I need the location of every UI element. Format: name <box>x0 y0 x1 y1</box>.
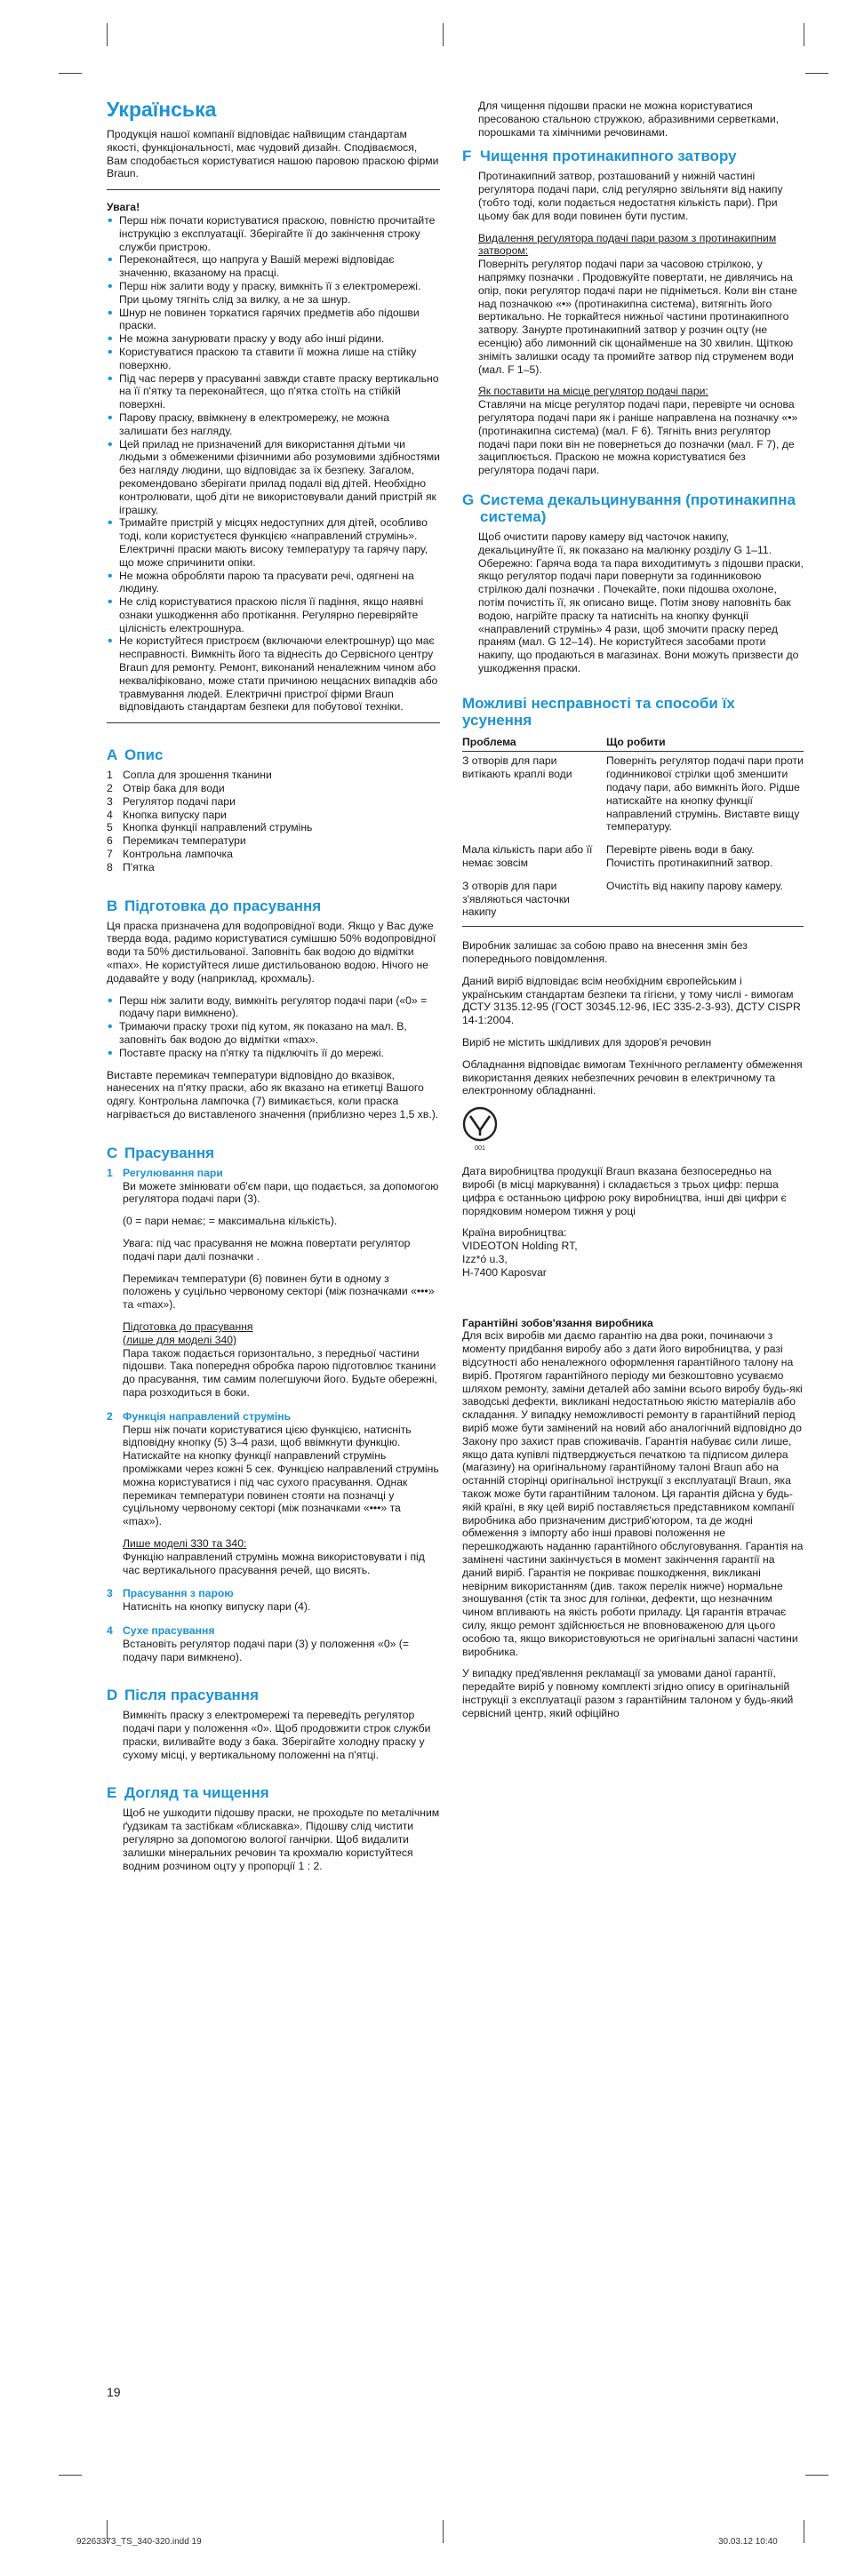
paragraph: Ставлячи на місце регулятор подачі пари, перевірте чи основа регулятора подачі пари як і раніше направлена на позначку «•» (протинакипна система) (мал. F 6). Тягніть вниз регулятор подачі пари поки він не повернеться до позначки (мал. F 7), де зациплюється. Праскою не можна користуватися без регулятора подачі пари. <box>478 398 798 477</box>
paragraph: У випадку пред'явлення рекламації за умовами даної гарантії, передайте виріб у повному комплекті згідно опису в оригінальній інструкції з експлуатації разом з гарантійним талоном у будь-який сервісний центр, який офіційно <box>462 1667 794 1719</box>
section-letter: E <box>107 1784 117 1802</box>
subsection-heading: 2 Функція направлений струмінь <box>107 1409 292 1423</box>
section-body <box>462 170 804 477</box>
divider <box>107 189 440 190</box>
section-a-heading <box>107 746 440 763</box>
list-item: • Тримаючи праску трохи під кутом, як показано на мал. B, заповніть бак водою до відмітки «max». <box>107 1020 440 1047</box>
subsection-body <box>107 1180 440 1400</box>
column-header: Що робити <box>606 736 804 752</box>
section-e-heading <box>107 1784 440 1801</box>
subsection-body <box>107 1600 440 1614</box>
underlined-subheading: Підготовка до прасування <box>123 1320 253 1333</box>
parts-item: 5 Кнопка функції направлений струмінь <box>107 821 313 834</box>
section-title: Опис <box>124 746 164 764</box>
warning-item: • Перш ніж почати користуватися праскою, повністю прочитайте інструкцію з експлуатації. Зберігайте її до закінчення строку служби пристрою. <box>107 214 440 253</box>
table-cell: Мала кількість пари або її немає зовсім <box>462 843 593 870</box>
table-cell: Очистіть від накипу парову камеру. <box>606 877 804 927</box>
section-letter: A <box>107 746 118 764</box>
paragraph: Щоб не ушкодити підошву праски, не проходьте по металічним ґудзикам та застібкам «блискавка». Підошву слід чистити регулярно за допомогою вологої ганчірки. Щоб видалити залишки мінеральних речовин та крохмалю користуйтеся водним розчином оцту у пропорції 1 : 2. <box>123 1806 440 1872</box>
paragraph: Даний виріб відповідає всім необхідним європейським і українським стандартам безпеки та гігієни, у тому числі - вимогам ДСТУ 3135.12-95 (ГОСТ 30345.12-96, IEC 335-2-3-93), ДСТУ CISPR 14-1:2004. <box>462 974 801 1027</box>
parts-list <box>107 769 440 873</box>
paragraph: Для всіх виробів ми даємо гарантію на два роки, починаючи з моменту придбання виробу або з дати його виробництва, у разі відсутності або неналежного оформлення гарантійного талону на виріб. Протягом гарантійного періоду ми безкоштовно усуваємо шляхом ремонту, заміни деталей або заміни всього виробу будь-які заводські дефекти, викликані недостатньою якістю матеріалів або складання. У випадку неможливості ремонту в гарантійний період виріб може бути замінений на новий або аналогічний відповідно до Закону про захист прав споживачів. Гарантія набуває сили лише, якщо дата купівлі підтверджується печаткою та підписом дилера (магазину) на оригінальному гарантійному талоні Braun або на останній сторінці оригінальної інструкції з експлуатації Braun, яка також може бути гарантійним талоном. Ця гарантія дійсна у будь-якій країні, в яку цей виріб поставляється представником компанії виробника або призначеним дистриб'ютором, та де жодні обмеження з імпорту або інші правові положення не перешкоджають наданню гарантійного обслуговування. Гарантія на замінені частини закінчується в момент закінчення гарантії на даний виріб. Гарантія не покриває пошкодження, викликані невірним використанням (див. також перелік нижче) нормальне зношування (стік та знос для голінки, дефекти, що незначним чином впливають на якість роботи приладу. Ця гарантія втрачає силу, якщо ремонт здійснюється не вповноваженою для цього особою та, якщо використовуються не оригінальні запасні частини виробника. <box>462 1329 804 1658</box>
left-column <box>107 96 440 1881</box>
table-cell: Поверніть регулятор подачі пари проти годинникової стрілки щоб зменшити подачу пари, або вимкніть його. Рідше натискайте на кнопку функції направлений струмінь. Виставте вищу температуру. <box>606 754 804 833</box>
warning-item: • Не можна обробляти парою та прасувати речі, одягнені на людину. <box>107 570 440 596</box>
manufacturer-city: H-7400 Kaposvar <box>462 1265 547 1279</box>
manufacturer-name: VIDEOTON Holding RT, <box>462 1240 578 1253</box>
table-cell: Перевірте рівень води в баку. Почистіть протинакипний затвор. <box>606 843 773 870</box>
paragraph: Вимкніть праску з електромережі та переведіть регулятор подачі пари у положення «0». Щоб продовжити строк служби праски, виливайте воду з бака. Зберігайте холодну праску у сухому місці, у вертикальному положенні на п'ятці. <box>123 1709 431 1761</box>
list-item: • Поставте праску на п'ятку та підключіть її до мережі. <box>107 1047 440 1060</box>
section-body <box>462 100 804 139</box>
parts-item: 2 Отвір бака для води <box>107 782 225 795</box>
warning-item: • Не користуйтеся пристроєм (включаючи електрошнур) що має несправності. Вимкніть його та віднесіть до Сервісного центру Braun для ремонту. Ремонт, виконаний неналежним чином або некваліфіковано, може стати причиною нещасних випадків або травмування людей. Електричні пристрої фірми Braun відповідають стандартам безпеки для побутової техніки. <box>107 634 440 714</box>
footer-file-info: 92263373_TS_340-320.indd 19 <box>76 2537 202 2547</box>
section-body <box>107 1709 440 1761</box>
paragraph: Виріб не містить шкідливих для здоров'я речовин <box>462 1036 712 1049</box>
section-letter: D <box>107 1687 118 1704</box>
warning-item: • Цей прилад не призначений для використання дітьми чи людьми з обмеженими фізичними або розумовими здібностями без нагляду людини, що відповідає за їх безпеку. Загалом, рекомендовано зберігати прилад подалі від дітей. Необхідно контролювати, щоб діти не використовували даний пристрій як іграшку. <box>107 438 440 517</box>
warning-item: • Перш ніж залити воду у праску, вимкніть її з електромережі. При цьому тягніть слід за вилку, а не за шнур. <box>107 280 440 307</box>
underlined-subheading: Лише моделі 330 та 340: <box>123 1536 247 1550</box>
table-row <box>462 877 804 927</box>
subsection-body <box>107 1638 440 1664</box>
section-b-paragraph: Виставте перемикач температури відповідно до вказівок, нанесених на п'ятку праски, або як вказано на етикетці Вашого одягу. Контрольна лампочка (7) вимикається, коли праска нагрівається до виставленого значення (приблизно через 1,5 хв.). <box>107 1068 439 1121</box>
intro-paragraph: Продукція нашої компанії відповідає найвищим стандартам якості, функціональності, має чудовий дизайн. Сподіваємося, Вам сподобається користуватися нашою паровою праскою фірми Braun. <box>107 128 439 180</box>
parts-item: 3 Регулятор подачі пари <box>107 794 236 808</box>
section-letter: B <box>107 897 118 914</box>
paragraph: Пара також подається горизонтально, з передньої частини підошви. Така попередня обробка парою підготовлює тканини до прасування, тим самим полегшуючи його. Будьте обережні, пара розходиться в боки. <box>123 1346 437 1399</box>
paragraph: Дата виробництва продукції Braun вказана безпосередньо на виробі (в місці маркування) і складається з трьох цифр: перша цифра є останньою цифрою року виробництва, інші дві цифри є порядковим номером тижня у році <box>462 1165 787 1217</box>
certification-code: 001 <box>475 1145 485 1152</box>
underlined-subheading: (лише для моделі 340) <box>123 1333 237 1346</box>
troubleshooting-heading: Можливі несправності та способи їх усунення <box>462 694 735 729</box>
table-row <box>462 841 804 877</box>
section-b-list <box>107 994 440 1060</box>
table-row <box>462 752 804 841</box>
section-c-heading <box>107 1144 440 1161</box>
warning-item: • Не слід користуватися праскою після її падіння, якщо наявні ознаки ушкодження або протікання. Регулярно перевіряйте цілісність електрошнура. <box>107 595 440 634</box>
paragraph: Перемикач температури (6) повинен бути в одному з положень у суцільно червоному секторі (між позначками «•••» та «max»). <box>123 1272 435 1312</box>
paragraph: (0 = пари немає; = максимальна кількість). <box>123 1215 338 1228</box>
manufacturer-label: Країна виробництва: <box>462 1226 567 1240</box>
section-title: Чищення протинакипного затвору <box>480 148 737 165</box>
footer-date: 30.03.12 10:40 <box>718 2537 778 2547</box>
warranty-title: Гарантійні зобов'язання виробника <box>462 1316 653 1329</box>
paragraph: Ви можете змінювати об'єм пари, що подається, за допомогою регулятора подачі пари (3). <box>123 1179 439 1206</box>
paragraph: Виробник залишає за собою право на внесення змін без попереднього повідомлення. <box>462 939 748 966</box>
page-number: 19 <box>107 2385 121 2399</box>
paragraph: Натисніть на кнопку випуску пари (4). <box>123 1600 311 1614</box>
section-b-heading <box>107 897 440 914</box>
warning-item: • Не можна занурювати праску у воду або інші рідини. <box>107 332 440 346</box>
warning-item: • Переконайтеся, що напруга у Вашій мережі відповідає значенню, вказаному на прасці. <box>107 253 440 280</box>
subsection-heading: 4 Сухе прасування <box>107 1623 215 1637</box>
parts-item: 4 Кнопка випуску пари <box>107 808 227 821</box>
column-header: Проблема <box>462 736 606 752</box>
underlined-subheading: Як поставити на місце регулятор подачі пари: <box>478 385 708 398</box>
section-body <box>462 530 804 675</box>
divider <box>107 722 440 723</box>
warning-item: • Парову праску, ввімкнену в електромережу, не можна залишати без нагляду. <box>107 411 440 438</box>
warning-item: • Тримайте пристрій у місцях недоступних для дітей, особливо тоді, коли користуєтеся функцією «направлений струмінь». Електричні праски мають високу температуру та гарячу пару, що може спричинити опіки. <box>107 516 440 569</box>
section-title: Догляд та чищення <box>124 1784 269 1802</box>
section-letter: G <box>462 490 475 508</box>
parts-item: 7 Контрольна лампочка <box>107 848 233 861</box>
paragraph: Поверніть регулятор подачі пари за часовою стрілкою, у напрямку позначки . Продовжуйте повертати, не дивлячись на опір, поки регулятор подачі пари не підніметься. Коли він стане над позначкою «•» (протинакипна система), витягніть його вертикально. Не торкайтеся нижньої частини протинакипного затвору. Занурте протинакипний затвор у розчин оцту (не есенцію) або лимонний сік щонайменше на 30 хвилин. Щіткою зніміть залишки осаду та промийте затвор під струменем води (мал. F 1–5). <box>478 258 797 376</box>
table-header-row <box>462 736 804 752</box>
paragraph: Обладнання відповідає вимогам Технічного регламенту обмеження використання деяких небезпечних речовин в електричному та електронному обладнанні. <box>462 1057 803 1097</box>
section-f-heading <box>462 148 804 164</box>
section-title: Прасування <box>124 1144 215 1161</box>
section-title: Підготовка до прасування <box>124 897 322 914</box>
certification-mark-icon <box>462 1106 503 1142</box>
section-g-heading <box>462 491 804 525</box>
table-cell: З отворів для пари витікають краплі води <box>462 754 572 781</box>
section-letter: C <box>107 1144 118 1161</box>
warning-item: • Під час перерв у прасуванні завжди ставте праску вертикально на її п'ятку та переконайтеся, що п'ятка стоїть на стійкій поверхні. <box>107 372 440 411</box>
page-title: Українська <box>107 98 217 121</box>
paragraph: Встановіть регулятор подачі пари (3) у положення «0» (= подачу пари вимкнено). <box>123 1637 409 1663</box>
underlined-subheading: Видалення регулятора подачі пари разом з протинакипним затвором: <box>478 231 777 258</box>
section-title: Після прасування <box>124 1687 259 1704</box>
section-letter: F <box>462 148 472 165</box>
list-item: • Перш ніж залити воду, вимкніть регулятор подачі пари («0» = подачу пари вимкнено). <box>107 994 440 1021</box>
paragraph: Щоб очистити парову камеру від часточок накипу, декальцинуйте її, як показано на малюнку розділу G 1–11. Обережно: Гаряча вода та пара виходитимуть з підошви праски, якщо регулятор подачі пари повернути за годинниковою стрілкою далі позначки . Почекайте, поки підошва охолоне, потім почистіть її, як описано вище. Потім знову наповніть бак водою, нагрійте праску та натисніть на кнопку функції «направлений струмінь» 4 рази, щоб змочити праску перед праням (мал. G 12–14). Не користуйтеся засобами проти накипу, що продаються в магазинах. Вони можуть призвести до ушкодження праски. <box>478 530 804 674</box>
warning-title: Увага! <box>107 201 140 214</box>
parts-item: 6 Перемикач температури <box>107 834 246 848</box>
right-column <box>462 96 804 1729</box>
warning-item: • Користуватися праскою та ставити її можна лише на стійку поверхню. <box>107 346 440 372</box>
paragraph: Для чищення підошви праски не можна користуватися пресованою стальною стружкою, абразивними серветками, порошками та хімічними речовинами. <box>478 100 780 139</box>
subsection-heading: 1 Регулювання пари <box>107 1166 223 1179</box>
section-d-heading <box>107 1687 440 1703</box>
manufacturer-street: Izz*ó u.3, <box>462 1253 508 1265</box>
warning-list <box>107 214 440 714</box>
paragraph: Перш ніж почати користуватися цією функцією, натисніть відповідну кнопку (5) 3–4 рази, щоб ввімкнути функцію. Натискайте на кнопку функції направлений струмінь проміжками через кожні 5 сек. Функцією направлений струмінь можна користуватися і під час сухого прасування. Однак перемикач температури повинен стояти на позначці у суцільному червоному секторі (між позначками «•••» та «max»). <box>123 1423 439 1528</box>
paragraph: Функцію направлений струмінь можна використовувати і під час вертикального прасування речей, що висять. <box>123 1550 425 1576</box>
section-body <box>107 1806 440 1872</box>
table-cell: З отворів для пари з'являються часточки накипу <box>462 877 606 927</box>
paragraph: Увага: під час прасування не можна повертати регулятор подачі пари далі позначки . <box>123 1236 411 1263</box>
warning-item: • Шнур не повинен торкатися гарячих предметів або підошви праски. <box>107 307 440 333</box>
paragraph: Протинакипний затвор, розташований у нижній частині регулятора подачі пари, слід регулярно звільняти від накипу (тобто тоді, коли подається недостатня кількість пари). При цьому бак для води повинен бути пустим. <box>478 170 783 222</box>
parts-item: 1 Сопла для зрошення тканини <box>107 769 272 782</box>
subsection-body <box>107 1424 440 1577</box>
section-title: Система декальцинування (протинакипна система) <box>480 490 796 525</box>
troubleshooting-table <box>462 736 804 928</box>
parts-item: 8 П'ятка <box>107 860 155 873</box>
section-b-paragraph: Ця праска призначена для водопровідної води. Якщо у Вас дуже тверда вода, радимо користуватися сумішшю 50% водопровідної води та 50% дистильованої. Заповніть бак водою до відмітки «max». Не користуйтеся лише дистильованою водою. Нічого не додавайте у воду (наприклад, крохмаль). <box>107 919 436 985</box>
subsection-heading: 3 Прасування з парою <box>107 1587 234 1600</box>
